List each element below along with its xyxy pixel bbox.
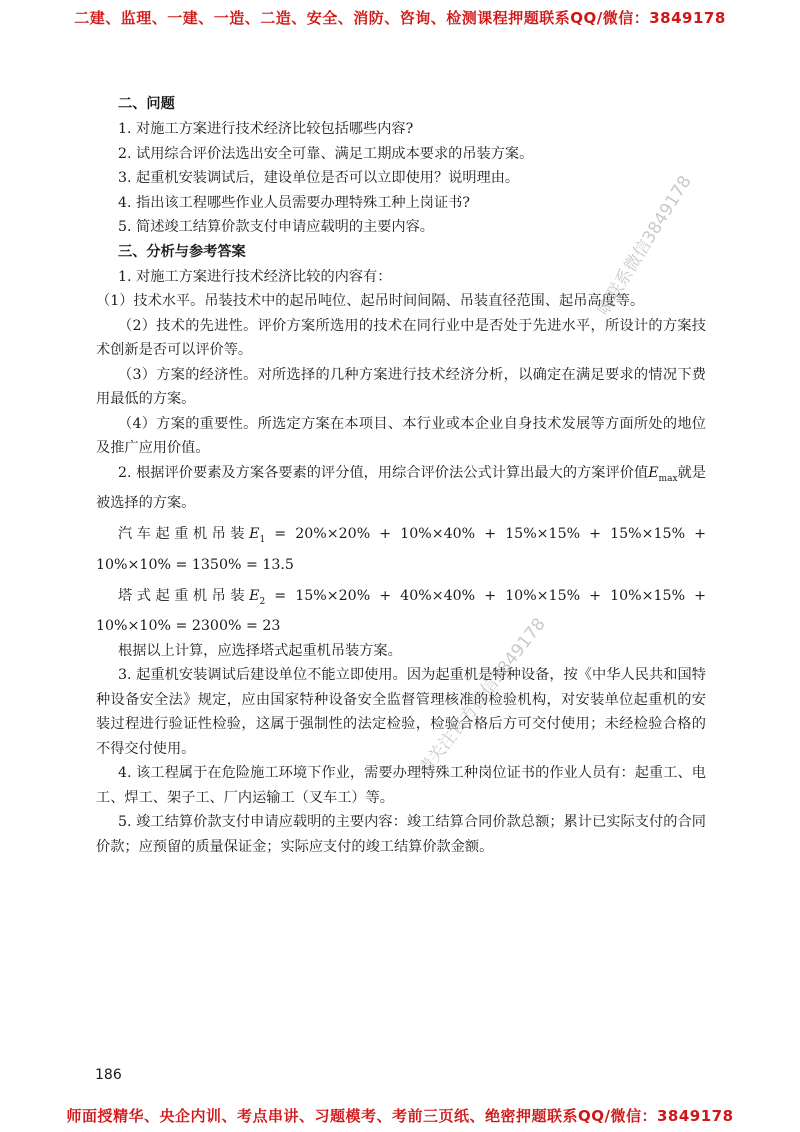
- question-2: 2. 试用综合评价法选出安全可靠、满足工期成本要求的吊装方案。: [118, 145, 534, 162]
- calc-1-subscript: 1: [259, 535, 266, 546]
- calc-2-expression: = 15%×20% + 40%×40% + 10%×15% + 10%×15% + 10%×10% = 2300% = 23: [96, 588, 706, 635]
- section-heading-answers: 三、分析与参考答案: [118, 243, 246, 260]
- answer-2-intro-tail: 就是被选择的方案。: [96, 464, 706, 511]
- answer-2-intro-text: 2. 根据评价要素及方案各要素的评分值，用综合评价法公式计算出最大的方案评价值: [118, 464, 649, 481]
- calculation-truck-crane: [96, 522, 706, 577]
- answer-1-intro: 1. 对施工方案进行技术经济比较的内容有：: [118, 268, 392, 285]
- question-1: 1. 对施工方案进行技术经济比较包括哪些内容?: [118, 121, 414, 137]
- question-4: 4. 指出该工程哪些作业人员需要办理特殊工种上岗证书?: [118, 194, 470, 211]
- calc-2-subscript: 2: [259, 596, 266, 607]
- formula-variable: E: [648, 464, 659, 481]
- calc-2-variable: E: [249, 588, 260, 605]
- answer-1-point-2: （2）技术的先进性。评价方案所选用的技术在同行业中是否处于先进水平，所设计的方案技术创新是否可以评价等。: [96, 317, 706, 358]
- watermark-contact: 嗨联系微信3849178: [593, 172, 696, 320]
- watermark-official: 请关注官方微信3849178: [414, 614, 550, 781]
- page-number: 186: [95, 1067, 122, 1083]
- question-3: 3. 起重机安装调试后，建设单位是否可以立即使用？说明理由。: [118, 170, 520, 186]
- answer-5: 5. 竣工结算价款支付申请应载明的主要内容：竣工结算合同价款总额；累计已实际支付的合同价款；应预留的质量保证金；实际应支付的竣工结算价款金额。: [96, 814, 706, 855]
- calc-2-label: 塔式起重机吊装: [118, 588, 250, 605]
- calc-1-variable: E: [249, 526, 260, 543]
- bottom-banner: 师面授精华、央企内训、考点串讲、习题模考、考前三页纸、绝密押题联系QQ/微信：3849178: [66, 1107, 734, 1125]
- answer-1-point-3: （3）方案的经济性。对所选择的几种方案进行技术经济分析，以确定在满足要求的情况下费用最低的方案。: [96, 366, 706, 407]
- calc-1-expression: = 20%×20% + 10%×40% + 15%×15% + 15%×15% + 10%×10% = 1350% = 13.5: [96, 526, 706, 573]
- section-heading-questions: 二、问题: [118, 96, 175, 112]
- answer-4: 4. 该工程属于在危险施工环境下作业，需要办理特殊工种岗位证书的作业人员有：起重工、电工、焊工、架子工、厂内运输工（叉车工）等。: [96, 765, 706, 806]
- page-content: [96, 92, 706, 859]
- answer-3: 3. 起重机安装调试后建设单位不能立即使用。因为起重机是特种设备，按《中华人民共和国特种设备安全法》规定，应由国家特种设备安全监督管理核准的检验机构，对安装单位起重机的安装过程进行验证性检验，这属于强制性的法定检验，检验合格后方可交付使用；未经检验合格的不得交付使用。: [96, 667, 706, 757]
- calculation-tower-crane: [96, 584, 706, 639]
- formula-subscript: max: [658, 473, 678, 484]
- answer-1-point-1: （1）技术水平。吊装技术中的起吊吨位、起吊时间间隔、吊装直径范围、起吊高度等。: [96, 293, 645, 309]
- question-5: 5. 简述竣工结算价款支付申请应载明的主要内容。: [118, 219, 434, 235]
- calc-1-label: 汽车起重机吊装: [118, 526, 250, 543]
- answer-1-point-4: （4）方案的重要性。所选定方案在本项目、本行业或本企业自身技术发展等方面所处的地位及推广应用价值。: [96, 415, 706, 456]
- top-banner: 二建、监理、一建、一造、二造、安全、消防、咨询、检测课程押题联系QQ/微信：3849178: [74, 9, 726, 27]
- answer-2-intro: [96, 461, 706, 516]
- answer-2-conclusion: 根据以上计算，应选择塔式起重机吊装方案。: [118, 642, 402, 659]
